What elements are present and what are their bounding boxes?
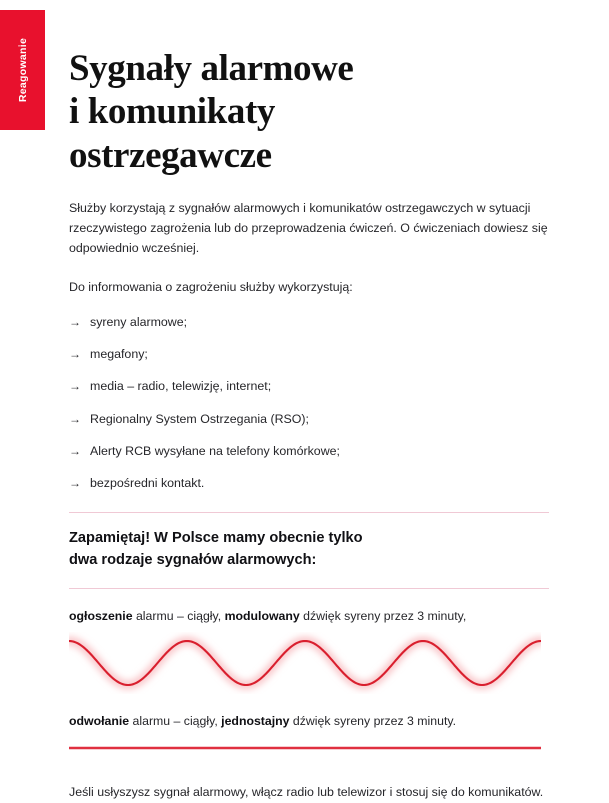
modulated-sine-wave-icon bbox=[69, 632, 541, 694]
arrow-right-icon: → bbox=[69, 443, 81, 458]
list-item-label: Alerty RCB wysyłane na telefony komórkowe; bbox=[90, 443, 340, 458]
list-item bbox=[69, 442, 549, 461]
steady-flat-line-icon bbox=[69, 740, 541, 756]
list-item bbox=[69, 377, 549, 396]
signal-text-end: dźwięk syreny przez 3 minuty. bbox=[289, 714, 457, 728]
list-item-label: syreny alarmowe; bbox=[90, 315, 188, 330]
closing-paragraph: Jeśli usłyszysz sygnał alarmowy, włącz radio lub telewizor i stosuj się do komunikatów. bbox=[69, 785, 544, 800]
list-item-label: Regionalny System Ostrzegania (RSO); bbox=[90, 411, 309, 426]
signal-description bbox=[69, 712, 549, 730]
arrow-right-icon: → bbox=[69, 411, 81, 426]
list-item-label: megafony; bbox=[90, 347, 148, 362]
remember-block bbox=[69, 512, 549, 756]
page-title-line-3: ostrzegawcze bbox=[69, 134, 272, 176]
signal-name: ogłoszenie bbox=[69, 608, 133, 623]
list-item bbox=[69, 410, 549, 429]
arrow-right-icon: → bbox=[69, 379, 81, 394]
section-tab-label: Reagowanie bbox=[16, 37, 29, 103]
intro-paragraph: Służby korzystają z sygnałów alarmowych i komunikatów ostrzegawczych w sytuacji rzeczywistego zagrożenia lub do przeprowadzenia ćwiczeń. O ćwiczeniach dowiesz się odpowiednio wcześniej. bbox=[69, 200, 548, 256]
signal-description bbox=[69, 607, 549, 625]
page-title-line-2: i komunikaty bbox=[69, 91, 275, 133]
signal-qualifier: jednostajny bbox=[221, 714, 290, 728]
remember-heading bbox=[69, 513, 549, 587]
section-tab bbox=[0, 10, 45, 130]
signal-sources-list bbox=[69, 313, 549, 492]
signal-text-end: dźwięk syreny przez 3 minuty, bbox=[299, 608, 467, 623]
signal-text-mid: alarmu – ciągły, bbox=[129, 714, 222, 728]
page-title bbox=[69, 0, 549, 177]
list-item bbox=[69, 345, 549, 364]
list-item bbox=[69, 313, 549, 332]
content-column bbox=[69, 0, 549, 800]
remember-heading-line-2: dwa rodzaje sygnałów alarmowych: bbox=[69, 551, 317, 568]
signal-qualifier: modulowany bbox=[224, 608, 300, 623]
remember-heading-line-1: Zapamiętaj! W Polsce mamy obecnie tylko bbox=[69, 530, 363, 547]
arrow-right-icon: → bbox=[69, 315, 81, 330]
signal-text-mid: alarmu – ciągły, bbox=[132, 608, 225, 623]
signal-row-cancellation bbox=[69, 712, 549, 756]
signal-row-announcement bbox=[69, 607, 549, 694]
signal-name: odwołanie bbox=[69, 714, 130, 728]
divider-bottom bbox=[69, 588, 549, 589]
list-item-label: bezpośredni kontakt. bbox=[90, 475, 205, 490]
list-item-label: media – radio, telewizję, internet; bbox=[90, 379, 272, 394]
arrow-right-icon: → bbox=[69, 475, 81, 490]
arrow-right-icon: → bbox=[69, 347, 81, 362]
list-intro-text: Do informowania o zagrożeniu służby wykorzystują: bbox=[69, 280, 353, 295]
page-title-line-1: Sygnały alarmowe bbox=[69, 48, 354, 89]
list-item bbox=[69, 474, 549, 493]
